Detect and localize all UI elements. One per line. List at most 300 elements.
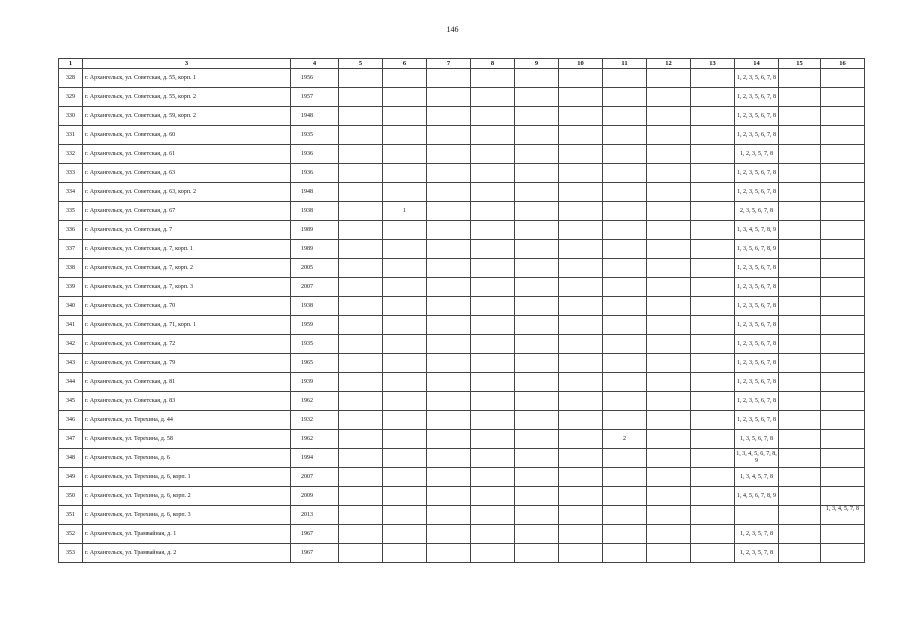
col10-cell (559, 335, 603, 354)
col6-cell (383, 316, 427, 335)
col14-cell: 1, 2, 3, 5, 6, 7, 8 (735, 107, 779, 126)
col13-cell (691, 240, 735, 259)
table-row (59, 259, 865, 278)
col9-cell (515, 164, 559, 183)
col8-cell (471, 544, 515, 563)
row-number: 329 (59, 88, 83, 107)
col8-cell (471, 107, 515, 126)
col5-cell (339, 506, 383, 525)
column-header: 14 (735, 59, 779, 69)
table-row (59, 544, 865, 563)
col8-cell (471, 335, 515, 354)
col13-cell (691, 430, 735, 449)
col12-cell (647, 430, 691, 449)
year-cell: 1948 (291, 107, 339, 126)
col5-cell (339, 487, 383, 506)
col8-cell (471, 88, 515, 107)
year-cell: 1989 (291, 221, 339, 240)
col11-cell (603, 278, 647, 297)
row-number: 347 (59, 430, 83, 449)
col12-cell (647, 525, 691, 544)
col8-cell (471, 297, 515, 316)
year-cell: 1956 (291, 69, 339, 88)
col14-cell: 1, 2, 3, 5, 6, 7, 8 (735, 88, 779, 107)
year-cell: 2007 (291, 468, 339, 487)
row-number: 353 (59, 544, 83, 563)
col9-cell (515, 69, 559, 88)
col10-cell (559, 544, 603, 563)
col16-cell (821, 468, 865, 487)
column-header: 10 (559, 59, 603, 69)
col7-cell (427, 430, 471, 449)
address-cell: г. Архангельск, ул. Терехина, д. 44 (83, 411, 291, 430)
col5-cell (339, 373, 383, 392)
col10-cell (559, 449, 603, 468)
col14-cell: 1, 3, 5, 6, 7, 8, 9 (735, 240, 779, 259)
address-cell: г. Архангельск, ул. Советская, д. 7, корп. 1 (83, 240, 291, 259)
col5-cell (339, 69, 383, 88)
col11-cell (603, 373, 647, 392)
col8-cell (471, 506, 515, 525)
table-row (59, 278, 865, 297)
col15-cell (779, 506, 821, 525)
row-number: 328 (59, 69, 83, 88)
column-header: 7 (427, 59, 471, 69)
address-cell: г. Архангельск, ул. Терехина, д. 6, корп. 1 (83, 468, 291, 487)
col14-cell: 1, 2, 3, 5, 6, 7, 8 (735, 354, 779, 373)
address-cell: г. Архангельск, ул. Советская, д. 63 (83, 164, 291, 183)
col8-cell (471, 411, 515, 430)
col15-cell (779, 240, 821, 259)
column-header: 13 (691, 59, 735, 69)
col9-cell (515, 335, 559, 354)
col16-cell (821, 544, 865, 563)
row-number: 348 (59, 449, 83, 468)
col5-cell (339, 221, 383, 240)
col7-cell (427, 183, 471, 202)
table-row (59, 202, 865, 221)
col10-cell (559, 126, 603, 145)
table-row (59, 392, 865, 411)
col15-cell (779, 297, 821, 316)
col14-cell: 1, 2, 3, 5, 6, 7, 8 (735, 183, 779, 202)
col5-cell (339, 449, 383, 468)
col5-cell (339, 392, 383, 411)
year-cell: 1965 (291, 354, 339, 373)
col14-cell: 2, 3, 5, 6, 7, 8 (735, 202, 779, 221)
col8-cell (471, 392, 515, 411)
col7-cell (427, 449, 471, 468)
row-number: 345 (59, 392, 83, 411)
col11-cell (603, 468, 647, 487)
address-cell: г. Архангельск, ул. Советская, д. 55, корп. 2 (83, 88, 291, 107)
col15-cell (779, 468, 821, 487)
row-number: 339 (59, 278, 83, 297)
year-cell: 1959 (291, 316, 339, 335)
table-row (59, 316, 865, 335)
year-cell: 1939 (291, 373, 339, 392)
row-number: 335 (59, 202, 83, 221)
year-cell: 1967 (291, 525, 339, 544)
col9-cell (515, 221, 559, 240)
col10-cell (559, 221, 603, 240)
column-header: 4 (291, 59, 339, 69)
col13-cell (691, 316, 735, 335)
table-row (59, 525, 865, 544)
col11-cell (603, 506, 647, 525)
col7-cell (427, 145, 471, 164)
col10-cell (559, 88, 603, 107)
col9-cell (515, 297, 559, 316)
col5-cell (339, 107, 383, 126)
table-row (59, 449, 865, 468)
col5-cell (339, 468, 383, 487)
col8-cell (471, 278, 515, 297)
year-cell: 1935 (291, 335, 339, 354)
col11-cell (603, 411, 647, 430)
col13-cell (691, 297, 735, 316)
col16-cell (821, 354, 865, 373)
col14-cell: 1, 2, 3, 5, 7, 8 (735, 145, 779, 164)
col9-cell (515, 449, 559, 468)
col13-cell (691, 221, 735, 240)
address-cell: г. Архангельск, ул. Советская, д. 7, корп. 3 (83, 278, 291, 297)
col10-cell (559, 145, 603, 164)
table-row (59, 297, 865, 316)
col11-cell (603, 126, 647, 145)
col11-cell (603, 354, 647, 373)
year-cell: 2013 (291, 506, 339, 525)
year-cell: 1967 (291, 544, 339, 563)
col13-cell (691, 259, 735, 278)
row-number: 332 (59, 145, 83, 164)
col14-cell: 1, 3, 4, 5, 7, 8, 9 (735, 221, 779, 240)
col6-cell (383, 335, 427, 354)
col6-cell (383, 107, 427, 126)
col16-cell (821, 430, 865, 449)
col15-cell (779, 183, 821, 202)
col14-cell: 1, 2, 3, 5, 6, 7, 8 (735, 69, 779, 88)
col10-cell (559, 468, 603, 487)
col13-cell (691, 468, 735, 487)
col8-cell (471, 145, 515, 164)
col15-cell (779, 69, 821, 88)
address-cell: г. Архангельск, ул. Трамвайная, д. 1 (83, 525, 291, 544)
table-row (59, 335, 865, 354)
col6-cell (383, 240, 427, 259)
col12-cell (647, 240, 691, 259)
col9-cell (515, 392, 559, 411)
col6-cell (383, 392, 427, 411)
col13-cell (691, 373, 735, 392)
row-number: 343 (59, 354, 83, 373)
col15-cell (779, 278, 821, 297)
col13-cell (691, 202, 735, 221)
col14-cell: 1, 3, 4, 5, 6, 7, 8, 9 (735, 449, 779, 468)
address-cell: г. Архангельск, ул. Советская, д. 79 (83, 354, 291, 373)
col11-cell (603, 202, 647, 221)
col11-cell (603, 107, 647, 126)
col11-cell: 2 (603, 430, 647, 449)
col6-cell (383, 487, 427, 506)
row-number: 352 (59, 525, 83, 544)
col13-cell (691, 392, 735, 411)
col5-cell (339, 297, 383, 316)
col7-cell (427, 88, 471, 107)
col16-cell (821, 525, 865, 544)
col8-cell (471, 221, 515, 240)
col11-cell (603, 335, 647, 354)
col13-cell (691, 69, 735, 88)
col12-cell (647, 107, 691, 126)
col8-cell (471, 487, 515, 506)
col6-cell (383, 297, 427, 316)
col11-cell (603, 183, 647, 202)
table-row (59, 145, 865, 164)
col10-cell (559, 164, 603, 183)
col7-cell (427, 221, 471, 240)
col11-cell (603, 221, 647, 240)
column-header: 8 (471, 59, 515, 69)
col16-cell (821, 259, 865, 278)
col15-cell (779, 145, 821, 164)
col12-cell (647, 487, 691, 506)
col5-cell (339, 354, 383, 373)
address-cell: г. Архангельск, ул. Советская, д. 7, корп. 2 (83, 259, 291, 278)
col16-cell (821, 487, 865, 506)
col5-cell (339, 126, 383, 145)
col6-cell (383, 506, 427, 525)
col16-cell (821, 278, 865, 297)
address-cell: г. Архангельск, ул. Советская, д. 70 (83, 297, 291, 316)
col5-cell (339, 240, 383, 259)
table-row (59, 354, 865, 373)
col7-cell (427, 297, 471, 316)
col15-cell (779, 316, 821, 335)
address-cell: г. Архангельск, ул. Советская, д. 71, корп. 1 (83, 316, 291, 335)
table-row (59, 221, 865, 240)
col6-cell (383, 88, 427, 107)
column-header: 9 (515, 59, 559, 69)
col6-cell (383, 430, 427, 449)
table-row (59, 69, 865, 88)
col12-cell (647, 335, 691, 354)
col9-cell (515, 506, 559, 525)
col10-cell (559, 183, 603, 202)
col15-cell (779, 335, 821, 354)
col7-cell (427, 487, 471, 506)
column-header: 1 (59, 59, 83, 69)
col11-cell (603, 145, 647, 164)
address-cell: г. Архангельск, ул. Советская, д. 81 (83, 373, 291, 392)
col13-cell (691, 126, 735, 145)
col5-cell (339, 430, 383, 449)
col13-cell (691, 145, 735, 164)
row-number: 338 (59, 259, 83, 278)
col15-cell (779, 544, 821, 563)
address-cell: г. Архангельск, ул. Терехина, д. 6, корп. 3 (83, 506, 291, 525)
col15-cell (779, 392, 821, 411)
col14-cell: 1, 2, 3, 5, 6, 7, 8 (735, 259, 779, 278)
address-cell: г. Архангельск, ул. Советская, д. 67 (83, 202, 291, 221)
col7-cell (427, 316, 471, 335)
col16-cell (821, 297, 865, 316)
col16-cell (821, 335, 865, 354)
col14-cell: 1, 2, 3, 5, 6, 7, 8 (735, 297, 779, 316)
address-cell: г. Архангельск, ул. Советская, д. 59, корп. 2 (83, 107, 291, 126)
col14-cell: 1, 2, 3, 5, 6, 7, 8 (735, 335, 779, 354)
table-row (59, 430, 865, 449)
col7-cell (427, 411, 471, 430)
year-cell: 1936 (291, 164, 339, 183)
col16-cell (821, 88, 865, 107)
year-cell: 1938 (291, 202, 339, 221)
column-header: 16 (821, 59, 865, 69)
col6-cell (383, 145, 427, 164)
row-number: 342 (59, 335, 83, 354)
col7-cell (427, 259, 471, 278)
col6-cell (383, 411, 427, 430)
col5-cell (339, 88, 383, 107)
col11-cell (603, 240, 647, 259)
col15-cell (779, 126, 821, 145)
col14-cell: 1, 2, 3, 5, 6, 7, 8 (735, 373, 779, 392)
col12-cell (647, 145, 691, 164)
col14-cell: 1, 2, 3, 5, 6, 7, 8 (735, 164, 779, 183)
col14-cell: 1, 4, 5, 6, 7, 8, 9 (735, 487, 779, 506)
col15-cell (779, 487, 821, 506)
col9-cell (515, 107, 559, 126)
row-number: 341 (59, 316, 83, 335)
col10-cell (559, 392, 603, 411)
col15-cell (779, 221, 821, 240)
col9-cell (515, 525, 559, 544)
col12-cell (647, 202, 691, 221)
col15-cell (779, 430, 821, 449)
address-cell: г. Архангельск, ул. Терехина, д. 6 (83, 449, 291, 468)
col12-cell (647, 297, 691, 316)
col12-cell (647, 183, 691, 202)
col5-cell (339, 278, 383, 297)
col16-cell (821, 316, 865, 335)
col16-cell (821, 183, 865, 202)
table-row (59, 88, 865, 107)
col15-cell (779, 88, 821, 107)
col8-cell (471, 202, 515, 221)
col6-cell (383, 354, 427, 373)
address-cell: г. Архангельск, ул. Советская, д. 7 (83, 221, 291, 240)
address-cell: г. Архангельск, ул. Терехина, д. 6, корп. 2 (83, 487, 291, 506)
year-cell: 2007 (291, 278, 339, 297)
col9-cell (515, 316, 559, 335)
table-row (59, 411, 865, 430)
column-header: 15 (779, 59, 821, 69)
col11-cell (603, 316, 647, 335)
col13-cell (691, 544, 735, 563)
col10-cell (559, 69, 603, 88)
col15-cell (779, 373, 821, 392)
col11-cell (603, 544, 647, 563)
col10-cell (559, 240, 603, 259)
col6-cell (383, 373, 427, 392)
col9-cell (515, 126, 559, 145)
col9-cell (515, 411, 559, 430)
col9-cell (515, 468, 559, 487)
column-header: 11 (603, 59, 647, 69)
year-cell: 1935 (291, 126, 339, 145)
col7-cell (427, 544, 471, 563)
col7-cell (427, 354, 471, 373)
col16-cell (821, 164, 865, 183)
year-cell: 1957 (291, 88, 339, 107)
col7-cell (427, 202, 471, 221)
address-cell: г. Архангельск, ул. Трамвайная, д. 2 (83, 544, 291, 563)
column-header: 6 (383, 59, 427, 69)
row-number: 333 (59, 164, 83, 183)
col10-cell (559, 506, 603, 525)
col11-cell (603, 88, 647, 107)
col12-cell (647, 392, 691, 411)
col12-cell (647, 278, 691, 297)
col6-cell (383, 69, 427, 88)
year-cell: 2009 (291, 487, 339, 506)
year-cell: 1994 (291, 449, 339, 468)
col13-cell (691, 525, 735, 544)
col12-cell (647, 164, 691, 183)
col11-cell (603, 449, 647, 468)
row-number: 331 (59, 126, 83, 145)
col10-cell (559, 411, 603, 430)
col9-cell (515, 373, 559, 392)
table-row (59, 506, 865, 525)
address-cell: г. Архангельск, ул. Советская, д. 83 (83, 392, 291, 411)
col8-cell (471, 259, 515, 278)
col6-cell (383, 468, 427, 487)
col10-cell (559, 430, 603, 449)
col11-cell (603, 259, 647, 278)
col10-cell (559, 316, 603, 335)
row-number: 334 (59, 183, 83, 202)
column-header: 5 (339, 59, 383, 69)
col10-cell (559, 202, 603, 221)
col15-cell (779, 202, 821, 221)
col8-cell (471, 126, 515, 145)
row-number: 336 (59, 221, 83, 240)
col13-cell (691, 88, 735, 107)
col10-cell (559, 107, 603, 126)
col12-cell (647, 126, 691, 145)
year-cell: 1962 (291, 430, 339, 449)
col9-cell (515, 202, 559, 221)
col9-cell (515, 240, 559, 259)
col10-cell (559, 278, 603, 297)
col7-cell (427, 506, 471, 525)
row-number: 349 (59, 468, 83, 487)
table-row (59, 240, 865, 259)
year-cell: 1962 (291, 392, 339, 411)
col5-cell (339, 202, 383, 221)
col13-cell (691, 487, 735, 506)
col5-cell (339, 544, 383, 563)
col15-cell (779, 107, 821, 126)
table-row (59, 373, 865, 392)
col14-cell: 1, 2, 3, 5, 6, 7, 8 (735, 392, 779, 411)
col16-cell (821, 126, 865, 145)
col14-cell: 1, 3, 5, 6, 7, 8 (735, 430, 779, 449)
col13-cell (691, 183, 735, 202)
header-row (59, 59, 865, 69)
col9-cell (515, 354, 559, 373)
